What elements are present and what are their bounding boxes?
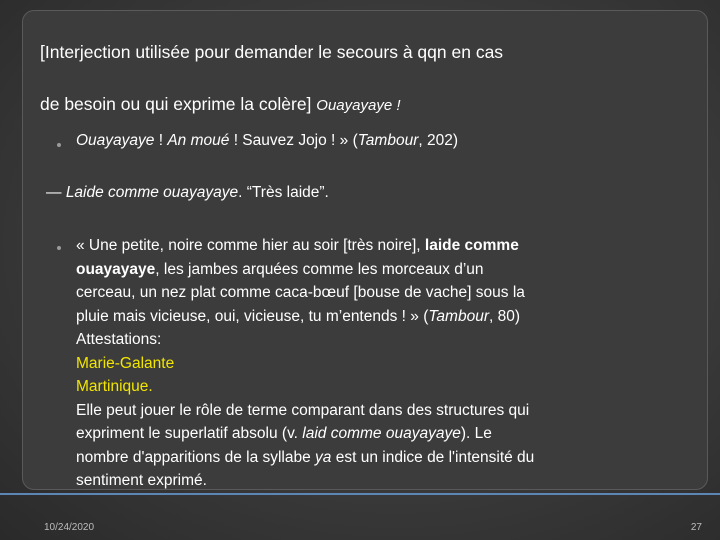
- para-line-2: [76, 258, 616, 282]
- para-line-8: Elle peut jouer le rôle de terme comparant dans des structures qui: [76, 401, 530, 419]
- attestations-label: Attestations:: [76, 331, 162, 348]
- example-creole: An moué: [167, 132, 230, 149]
- expression-italic: Laide comme ouayayaye: [65, 184, 239, 201]
- para-line-1: [76, 234, 616, 258]
- para-line-4: [76, 305, 616, 329]
- example-word: Ouayayaye: [76, 132, 155, 149]
- para-line-10: [76, 446, 616, 470]
- example-source: Tambour: [357, 132, 419, 149]
- para-text: , les jambes arquées comme les morceaux d’un: [155, 260, 484, 278]
- para-text: « Une petite, noire comme hier au soir [très noire],: [76, 237, 425, 254]
- para-text: ). Le: [460, 425, 492, 442]
- title-line-1: [Interjection utilisée pour demander le secours à qqn en cas: [40, 42, 504, 62]
- para-line-9: [76, 422, 616, 446]
- bullet-icon: [57, 246, 61, 250]
- dash-prefix: —: [46, 184, 66, 201]
- title-line-2-text: de besoin ou qui exprime la colère]: [40, 94, 312, 114]
- title-line-2: [40, 78, 680, 132]
- para-bold: laide comme: [424, 237, 519, 254]
- para-text: expriment le superlatif absolu (v.: [76, 425, 303, 442]
- expression-rest: . “Très laide”.: [238, 184, 329, 201]
- footer-divider: [0, 493, 720, 495]
- example-ref: , 202): [418, 132, 459, 149]
- para-text: , 80): [488, 307, 520, 325]
- para-text: est un indice de l'intensité du: [331, 448, 535, 466]
- title-term: Ouayayaye !: [316, 97, 401, 114]
- footer-date: 10/24/2020: [44, 522, 95, 533]
- para-text: pluie mais vicieuse, oui, vicieuse, tu m’entends ! » (: [76, 307, 429, 325]
- example-paragraph: [76, 234, 616, 493]
- expression-line: [46, 183, 329, 203]
- para-italic: laid comme ouayayaye: [302, 425, 461, 442]
- example-quote-1: [76, 131, 458, 151]
- para-text: nombre d'apparitions de la syllabe: [76, 448, 316, 466]
- para-italic: ya: [315, 448, 332, 466]
- slide-title: [40, 26, 680, 132]
- example-after-word: !: [154, 132, 168, 149]
- bullet-icon: [57, 143, 61, 147]
- para-line-3: cerceau, un nez plat comme caca-bœuf [bouse de vache] sous la: [76, 284, 525, 301]
- attestation-place-2: Martinique.: [76, 378, 153, 395]
- slide-number: 27: [690, 522, 702, 533]
- para-line-11: sentiment exprimé.: [76, 472, 207, 489]
- attestation-place-1: Marie-Galante: [76, 354, 175, 372]
- para-source: Tambour: [428, 307, 489, 325]
- example-rest: ! Sauvez Jojo ! » (: [229, 132, 358, 149]
- para-bold: ouayayaye: [76, 260, 156, 278]
